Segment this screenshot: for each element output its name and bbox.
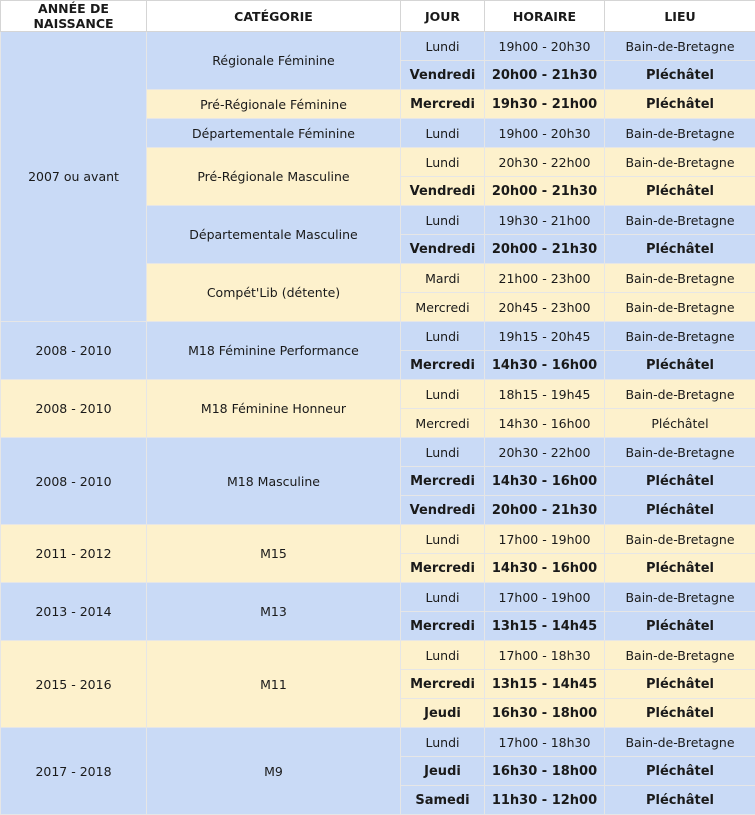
- day-cell: Lundi: [401, 641, 485, 670]
- location-cell: Bain-de-Bretagne: [605, 728, 755, 757]
- day-cell: Mercredi: [401, 554, 485, 583]
- category-cell: Départementale Féminine: [147, 119, 401, 148]
- header-lieu: LIEU: [605, 1, 755, 32]
- day-cell: Samedi: [401, 786, 485, 815]
- day-cell: Lundi: [401, 148, 485, 177]
- location-cell: Bain-de-Bretagne: [605, 322, 755, 351]
- time-cell: 17h00 - 19h00: [485, 583, 605, 612]
- category-cell: M18 Masculine: [147, 438, 401, 525]
- time-cell: 14h30 - 16h00: [485, 351, 605, 380]
- day-cell: Vendredi: [401, 177, 485, 206]
- time-cell: 20h00 - 21h30: [485, 61, 605, 90]
- time-cell: 20h30 - 22h00: [485, 148, 605, 177]
- header-row: [1, 1, 755, 32]
- time-cell: 14h30 - 16h00: [485, 554, 605, 583]
- day-cell: Lundi: [401, 119, 485, 148]
- table-row: [1, 728, 755, 757]
- schedule-body: [1, 32, 755, 815]
- category-cell: Pré-Régionale Masculine: [147, 148, 401, 206]
- time-cell: 20h45 - 23h00: [485, 293, 605, 322]
- category-cell: M18 Féminine Honneur: [147, 380, 401, 438]
- time-cell: 11h30 - 12h00: [485, 786, 605, 815]
- time-cell: 20h00 - 21h30: [485, 177, 605, 206]
- time-cell: 14h30 - 16h00: [485, 409, 605, 438]
- time-cell: 20h30 - 22h00: [485, 438, 605, 467]
- time-cell: 19h30 - 21h00: [485, 90, 605, 119]
- time-cell: 20h00 - 21h30: [485, 235, 605, 264]
- day-cell: Lundi: [401, 728, 485, 757]
- location-cell: Pléchâtel: [605, 496, 755, 525]
- category-cell: Pré-Régionale Féminine: [147, 90, 401, 119]
- category-cell: M15: [147, 525, 401, 583]
- location-cell: Pléchâtel: [605, 757, 755, 786]
- category-cell: Compét'Lib (détente): [147, 264, 401, 322]
- day-cell: Mercredi: [401, 90, 485, 119]
- category-cell: Régionale Féminine: [147, 32, 401, 90]
- location-cell: Bain-de-Bretagne: [605, 525, 755, 554]
- day-cell: Mardi: [401, 264, 485, 293]
- table-row: [1, 32, 755, 61]
- time-cell: 19h00 - 20h30: [485, 119, 605, 148]
- birth-year-cell: 2011 - 2012: [1, 525, 147, 583]
- time-cell: 17h00 - 19h00: [485, 525, 605, 554]
- location-cell: Bain-de-Bretagne: [605, 380, 755, 409]
- location-cell: Bain-de-Bretagne: [605, 583, 755, 612]
- header-horaire: HORAIRE: [485, 1, 605, 32]
- location-cell: Bain-de-Bretagne: [605, 264, 755, 293]
- birth-year-cell: 2008 - 2010: [1, 380, 147, 438]
- table-row: [1, 525, 755, 554]
- header-categorie: CATÉGORIE: [147, 1, 401, 32]
- time-cell: 16h30 - 18h00: [485, 757, 605, 786]
- time-cell: 19h00 - 20h30: [485, 32, 605, 61]
- day-cell: Lundi: [401, 525, 485, 554]
- day-cell: Lundi: [401, 32, 485, 61]
- category-cell: M9: [147, 728, 401, 815]
- location-cell: Pléchâtel: [605, 670, 755, 699]
- day-cell: Lundi: [401, 583, 485, 612]
- category-cell: M11: [147, 641, 401, 728]
- time-cell: 13h15 - 14h45: [485, 612, 605, 641]
- time-cell: 17h00 - 18h30: [485, 641, 605, 670]
- table-row: [1, 641, 755, 670]
- location-cell: Bain-de-Bretagne: [605, 206, 755, 235]
- time-cell: 18h15 - 19h45: [485, 380, 605, 409]
- birth-year-cell: 2015 - 2016: [1, 641, 147, 728]
- table-row: [1, 583, 755, 612]
- time-cell: 19h15 - 20h45: [485, 322, 605, 351]
- time-cell: 17h00 - 18h30: [485, 728, 605, 757]
- day-cell: Vendredi: [401, 496, 485, 525]
- location-cell: Pléchâtel: [605, 351, 755, 380]
- birth-year-cell: 2013 - 2014: [1, 583, 147, 641]
- location-cell: Pléchâtel: [605, 409, 755, 438]
- day-cell: Lundi: [401, 438, 485, 467]
- location-cell: Pléchâtel: [605, 554, 755, 583]
- category-cell: Départementale Masculine: [147, 206, 401, 264]
- time-cell: 16h30 - 18h00: [485, 699, 605, 728]
- location-cell: Bain-de-Bretagne: [605, 438, 755, 467]
- day-cell: Mercredi: [401, 409, 485, 438]
- category-cell: M18 Féminine Performance: [147, 322, 401, 380]
- location-cell: Pléchâtel: [605, 699, 755, 728]
- category-cell: M13: [147, 583, 401, 641]
- time-cell: 13h15 - 14h45: [485, 670, 605, 699]
- location-cell: Pléchâtel: [605, 90, 755, 119]
- day-cell: Jeudi: [401, 757, 485, 786]
- location-cell: Pléchâtel: [605, 612, 755, 641]
- location-cell: Pléchâtel: [605, 61, 755, 90]
- header-jour: JOUR: [401, 1, 485, 32]
- day-cell: Mercredi: [401, 467, 485, 496]
- location-cell: Pléchâtel: [605, 177, 755, 206]
- table-row: [1, 380, 755, 409]
- day-cell: Mercredi: [401, 293, 485, 322]
- day-cell: Jeudi: [401, 699, 485, 728]
- header-annee: ANNÉE DE NAISSANCE: [1, 1, 147, 32]
- time-cell: 20h00 - 21h30: [485, 496, 605, 525]
- day-cell: Vendredi: [401, 61, 485, 90]
- table-row: [1, 438, 755, 467]
- location-cell: Pléchâtel: [605, 235, 755, 264]
- location-cell: Bain-de-Bretagne: [605, 119, 755, 148]
- time-cell: 14h30 - 16h00: [485, 467, 605, 496]
- location-cell: Bain-de-Bretagne: [605, 148, 755, 177]
- day-cell: Mercredi: [401, 612, 485, 641]
- birth-year-cell: 2017 - 2018: [1, 728, 147, 815]
- day-cell: Lundi: [401, 322, 485, 351]
- location-cell: Pléchâtel: [605, 467, 755, 496]
- location-cell: Bain-de-Bretagne: [605, 293, 755, 322]
- location-cell: Pléchâtel: [605, 786, 755, 815]
- birth-year-cell: 2007 ou avant: [1, 32, 147, 322]
- day-cell: Lundi: [401, 206, 485, 235]
- location-cell: Bain-de-Bretagne: [605, 641, 755, 670]
- day-cell: Mercredi: [401, 351, 485, 380]
- birth-year-cell: 2008 - 2010: [1, 438, 147, 525]
- day-cell: Mercredi: [401, 670, 485, 699]
- time-cell: 21h00 - 23h00: [485, 264, 605, 293]
- day-cell: Vendredi: [401, 235, 485, 264]
- table-row: [1, 322, 755, 351]
- day-cell: Lundi: [401, 380, 485, 409]
- birth-year-cell: 2008 - 2010: [1, 322, 147, 380]
- location-cell: Bain-de-Bretagne: [605, 32, 755, 61]
- time-cell: 19h30 - 21h00: [485, 206, 605, 235]
